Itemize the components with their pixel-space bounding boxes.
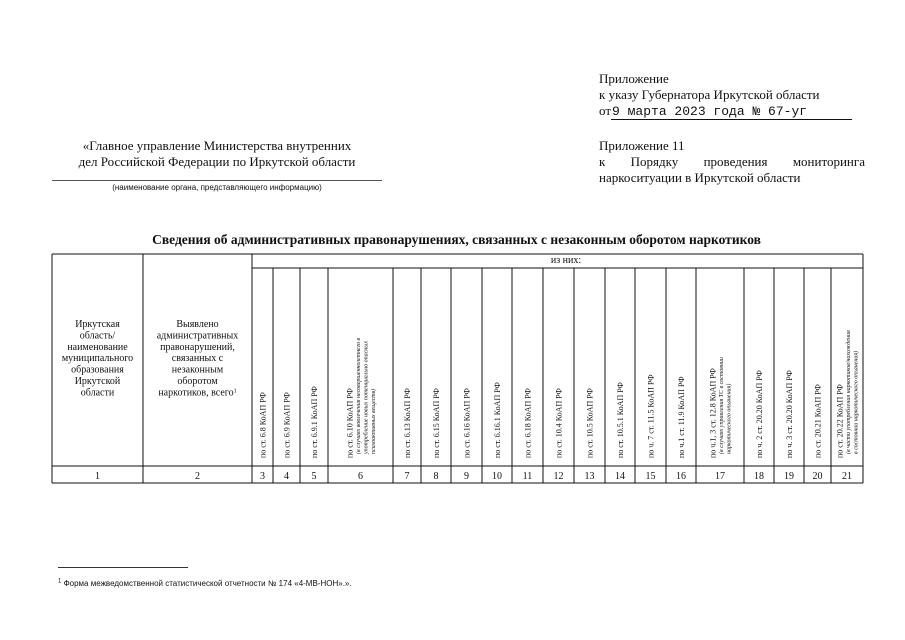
column-number: 12 bbox=[553, 471, 564, 482]
annex-title: Приложение bbox=[599, 71, 669, 86]
decree-prefix: от bbox=[599, 103, 612, 118]
organization-line-1: «Главное управление Министерства внутренних bbox=[82, 138, 352, 153]
col1-header-line: область/ bbox=[79, 330, 116, 342]
article-header: по ст. 6.18 КоАП РФ bbox=[523, 388, 533, 458]
article-header: по ч. 7 ст. 11.5 КоАП РФ bbox=[646, 374, 656, 458]
column-number: 14 bbox=[615, 471, 625, 482]
column-number: 16 bbox=[676, 471, 686, 482]
article-header: по ст. 6.16 КоАП РФ bbox=[462, 388, 472, 458]
col2-footnote-marker: 1 bbox=[233, 388, 237, 395]
article-note: наркотического опьянения) bbox=[726, 383, 733, 454]
article-header: по ст. 10.4 КоАП РФ bbox=[554, 388, 564, 458]
group-header-label: из них: bbox=[550, 255, 582, 266]
article-note: употребление новых потенциально опасных bbox=[363, 341, 370, 454]
col1-header-line: наименование bbox=[67, 341, 128, 353]
column-number: 15 bbox=[645, 471, 656, 482]
column-number: 11 bbox=[522, 471, 533, 482]
organization-line-2: дел Российской Федерации по Иркутской области bbox=[78, 154, 356, 169]
col2-header-line: правонарушений, bbox=[160, 341, 235, 353]
col2-header-line: связанных с bbox=[171, 353, 224, 365]
col2-header-line: незаконным bbox=[171, 364, 224, 376]
column-number: 18 bbox=[754, 471, 764, 482]
col2-header-line: административных bbox=[156, 330, 239, 342]
column-number: 9 bbox=[464, 471, 469, 482]
document-title: Сведения об административных правонарушениях, связанных с незаконным оборотом наркотиков bbox=[152, 232, 761, 247]
article-note: в состоянии наркотического опьянения) bbox=[853, 350, 860, 454]
decree-date-value: 9 марта 2023 года № 67-уг bbox=[611, 104, 852, 120]
organization-hint: (наименование органа, представляющего информацию) bbox=[112, 183, 322, 192]
footnote-marker: 1 bbox=[58, 578, 62, 585]
article-note: психоактивных веществ) bbox=[370, 388, 377, 454]
footnote-separator bbox=[58, 567, 188, 568]
article-header: по ст. 10.5 КоАП РФ bbox=[585, 388, 595, 458]
annex-11-order: к Порядку проведения мониторинга bbox=[599, 154, 865, 169]
column-number: 4 bbox=[284, 471, 289, 482]
table-text bbox=[62, 255, 860, 482]
col1-header-line: Иркутской bbox=[74, 376, 121, 387]
col2-header-line: наркотиков, всего$^1$ bbox=[158, 387, 237, 399]
article-header: по ч. 3 ст. 20.20 КоАП РФ bbox=[785, 370, 794, 458]
article-header: по ст. 20.21 КоАП РФ bbox=[813, 384, 823, 458]
column-number: 19 bbox=[784, 471, 794, 482]
footnote-text: Форма межведомственной статистической отчетности № 174 «4-МВ-НОН».». bbox=[61, 579, 352, 588]
column-number: 13 bbox=[584, 471, 595, 482]
annex-11-title: Приложение 11 bbox=[599, 138, 685, 153]
column-number: 2 bbox=[195, 471, 200, 482]
article-header: по ст. 6.10 КоАП РФ bbox=[345, 388, 355, 458]
footnote bbox=[58, 579, 352, 588]
col1-header-line: образования bbox=[71, 364, 124, 376]
article-header: по ст. 6.13 КоАП РФ bbox=[403, 388, 412, 458]
column-number: 10 bbox=[492, 471, 502, 482]
column-number: 17 bbox=[715, 471, 725, 482]
column-number: 8 bbox=[433, 471, 439, 482]
article-header: по ч.1 ст. 11.9 КоАП РФ bbox=[677, 376, 686, 458]
annex-decree-ref: к указу Губернатора Иркутской области bbox=[599, 87, 820, 102]
article-header: по ст. 20.22 КоАП РФ bbox=[835, 384, 845, 458]
article-header: по ст. 6.16.1 КоАП РФ bbox=[493, 382, 502, 458]
article-note: (в случаях управления ТС в состоянии bbox=[719, 357, 725, 454]
col1-header-line: муниципального bbox=[61, 353, 134, 365]
article-header: по ч. 2 ст. 20.20 КоАП РФ bbox=[755, 370, 764, 458]
article-header: по ст. 6.9.1 КоАП РФ bbox=[310, 386, 319, 458]
article-header: по ст. 6.8 КоАП РФ bbox=[258, 392, 268, 458]
col2-header-line: оборотом bbox=[177, 376, 218, 387]
annex-11-subject: наркоситуации в Иркутской области bbox=[599, 170, 801, 185]
column-number: 21 bbox=[842, 471, 852, 482]
column-number: 20 bbox=[812, 471, 823, 482]
column-number: 1 bbox=[95, 471, 100, 482]
article-header: по ч.1, 3 ст. 12.8 КоАП РФ bbox=[708, 368, 718, 458]
article-header: по ст. 6.9 КоАП РФ bbox=[282, 392, 292, 458]
article-header: по ст. 10.5.1 КоАП РФ bbox=[616, 382, 625, 458]
column-number: 6 bbox=[358, 471, 363, 482]
col1-header-line: области bbox=[80, 387, 115, 399]
column-number: 5 bbox=[311, 471, 317, 482]
article-note: (в части употребления наркотиков/нахождения bbox=[846, 330, 852, 454]
column-number: 7 bbox=[404, 471, 410, 482]
column-number: 3 bbox=[260, 471, 265, 482]
col1-header-line: Иркутская bbox=[75, 319, 120, 330]
article-note: (в случаях вовлечения несовершеннолетнего в bbox=[355, 337, 362, 454]
col2-header-line: Выявлено bbox=[176, 319, 219, 330]
article-header: по ст. 6.15 КоАП РФ bbox=[432, 388, 441, 458]
